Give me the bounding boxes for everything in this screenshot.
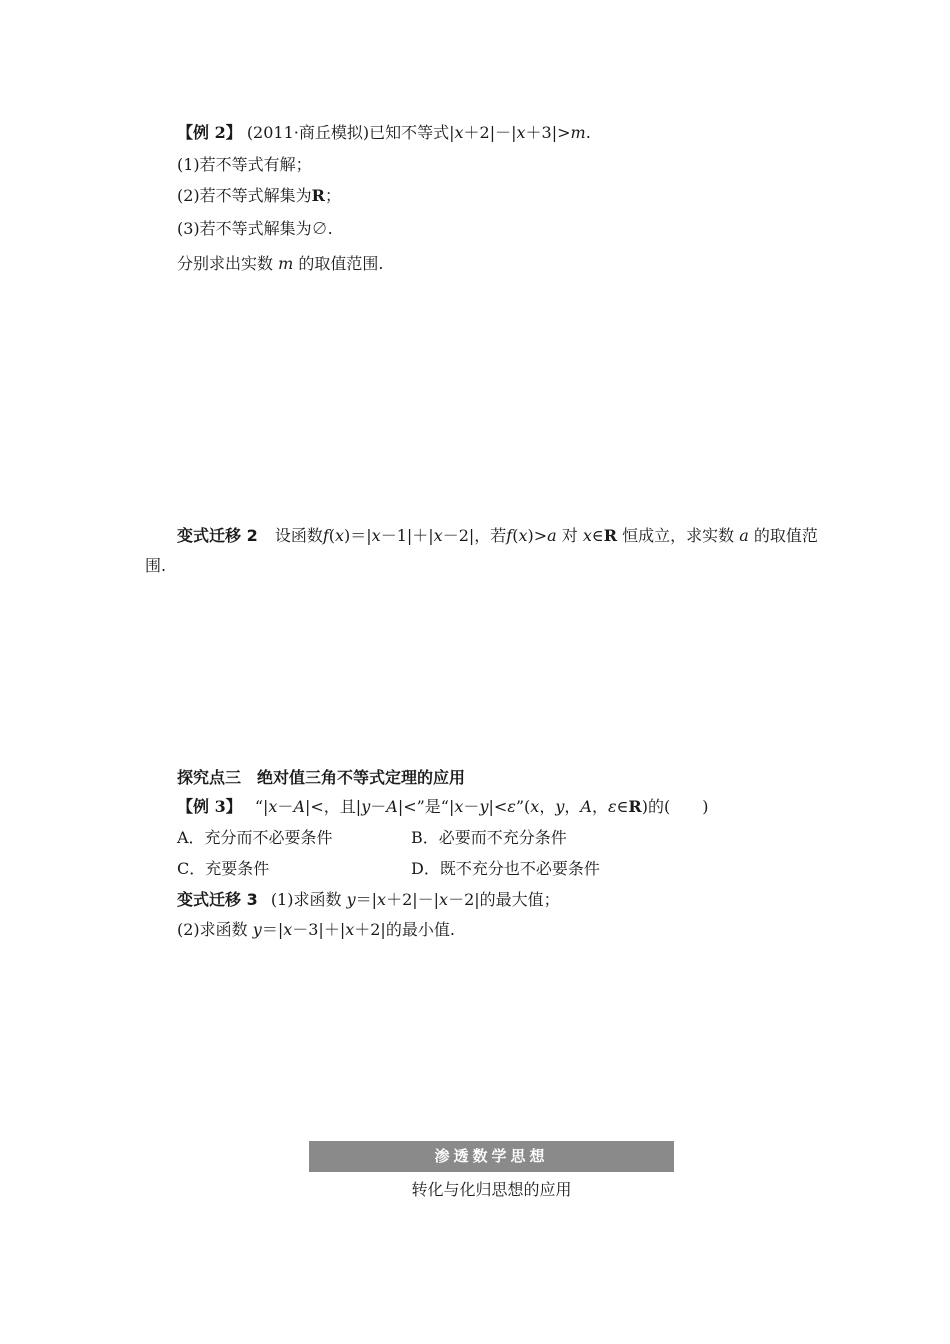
var-x: x: [518, 526, 528, 545]
example2-closing-text: 的取值范围.: [298, 254, 384, 273]
variant2-text-part: )>: [527, 526, 548, 545]
var-A: A: [580, 797, 592, 816]
banner-subtitle: 转化与化归思想的应用: [411, 1180, 572, 1199]
example3-text: )的( ): [641, 797, 709, 816]
example2-q2-text: ；: [324, 186, 341, 205]
example3-text: ，: [539, 797, 556, 816]
set-R: R: [311, 186, 325, 205]
variant3-text: (2)求函数: [177, 920, 248, 939]
variant2-wrap: 围.: [145, 556, 167, 575]
variant2-text-part: －2|，若: [442, 526, 507, 545]
var-epsilon: ε: [507, 797, 516, 816]
example2-q2-text: (2)若不等式解集为: [177, 186, 312, 205]
example3-text: ”(: [515, 797, 531, 816]
option-a: A．充分而不必要条件: [177, 828, 333, 847]
example3-text: ∈: [616, 797, 629, 816]
variant2-text-part: 的取值范: [753, 526, 818, 545]
var-m: m: [278, 254, 294, 273]
example2-text: 已知不等式|: [369, 123, 455, 142]
var-x: x: [582, 526, 592, 545]
example3-stem: [177, 797, 708, 817]
var-f: f: [506, 526, 513, 545]
variant2-text: [177, 526, 818, 546]
var-m: m: [570, 123, 586, 142]
variant2-text-part: 对: [561, 526, 578, 545]
example3-text: |<，且|: [305, 797, 362, 816]
option-b: B．必要而不充分条件: [411, 828, 567, 847]
section-banner: 渗透数学思想: [309, 1141, 674, 1172]
variant2-text-part: 设函数: [274, 526, 323, 545]
var-x: x: [439, 890, 449, 909]
example2-text: ＋3|>: [525, 123, 571, 142]
example2-closing: [177, 254, 383, 274]
example2-question-1: (1)若不等式有解；: [177, 155, 312, 174]
var-x: x: [516, 123, 526, 142]
variant3-label: 变式迁移 3: [177, 890, 258, 909]
var-A: A: [293, 797, 305, 816]
example3-text: －: [277, 797, 294, 816]
variant2-text-part: 恒成立，求实数: [622, 526, 735, 545]
example3-text: “|: [254, 797, 269, 816]
variant3-text: ＋2|－|: [386, 890, 440, 909]
variant3-part2: [177, 920, 455, 940]
var-a: a: [547, 526, 557, 545]
variant3-text: －3|＋|: [292, 920, 346, 939]
variant2-text-part: ∈: [591, 526, 604, 545]
example2-question-3: (3)若不等式解集为∅.: [177, 219, 333, 238]
var-y: y: [555, 797, 565, 816]
set-R: R: [603, 526, 618, 545]
var-A: A: [386, 797, 398, 816]
var-x: x: [335, 526, 345, 545]
var-y: y: [479, 797, 489, 816]
var-x: x: [530, 797, 540, 816]
example3-tag: 【例 3】: [177, 797, 242, 816]
section3-title: 探究点三 绝对值三角不等式定理的应用: [177, 768, 466, 787]
example3-text: |<: [488, 797, 508, 816]
var-y: y: [361, 797, 371, 816]
var-x: x: [371, 526, 381, 545]
var-a: a: [739, 526, 749, 545]
var-x: x: [345, 920, 355, 939]
example2-closing-text: 分别求出实数: [177, 254, 274, 273]
var-x: x: [454, 123, 464, 142]
var-x: x: [377, 890, 387, 909]
example3-text: ，: [591, 797, 608, 816]
example3-text: |<”是“|: [397, 797, 455, 816]
example2-source: (2011·商丘模拟): [246, 123, 370, 142]
example3-text: －: [370, 797, 387, 816]
example3-text: ，: [564, 797, 581, 816]
variant2-text-part: (: [512, 526, 519, 545]
option-d: D．既不充分也不必要条件: [411, 859, 600, 878]
variant3-part1: [177, 890, 560, 910]
example2-tag: 【例 2】: [177, 123, 242, 142]
set-R: R: [628, 797, 642, 816]
var-x: x: [433, 526, 443, 545]
var-x: x: [268, 797, 278, 816]
variant2-label: 变式迁移 2: [177, 526, 258, 545]
var-epsilon: ε: [607, 797, 617, 816]
example2-text: .: [585, 123, 591, 142]
var-y: y: [252, 920, 262, 939]
variant3-text: ＝|: [261, 920, 284, 939]
variant3-text: (1)求函数: [270, 890, 342, 909]
var-y: y: [346, 890, 356, 909]
variant3-text: ＝|: [355, 890, 378, 909]
example3-text: －: [463, 797, 480, 816]
variant2-text-part: －1|＋|: [380, 526, 434, 545]
var-x: x: [454, 797, 464, 816]
var-f: f: [322, 526, 329, 545]
example2-question-2: [177, 186, 341, 206]
variant2-text-part: )＝|: [344, 526, 372, 545]
example2-stem: [177, 123, 591, 143]
variant3-text: －2|的最大值；: [448, 890, 560, 909]
option-c: C．充要条件: [177, 859, 270, 878]
variant2-text-part: (: [328, 526, 335, 545]
var-x: x: [283, 920, 293, 939]
variant3-text: ＋2|的最小值.: [354, 920, 455, 939]
example2-text: ＋2|－|: [463, 123, 517, 142]
